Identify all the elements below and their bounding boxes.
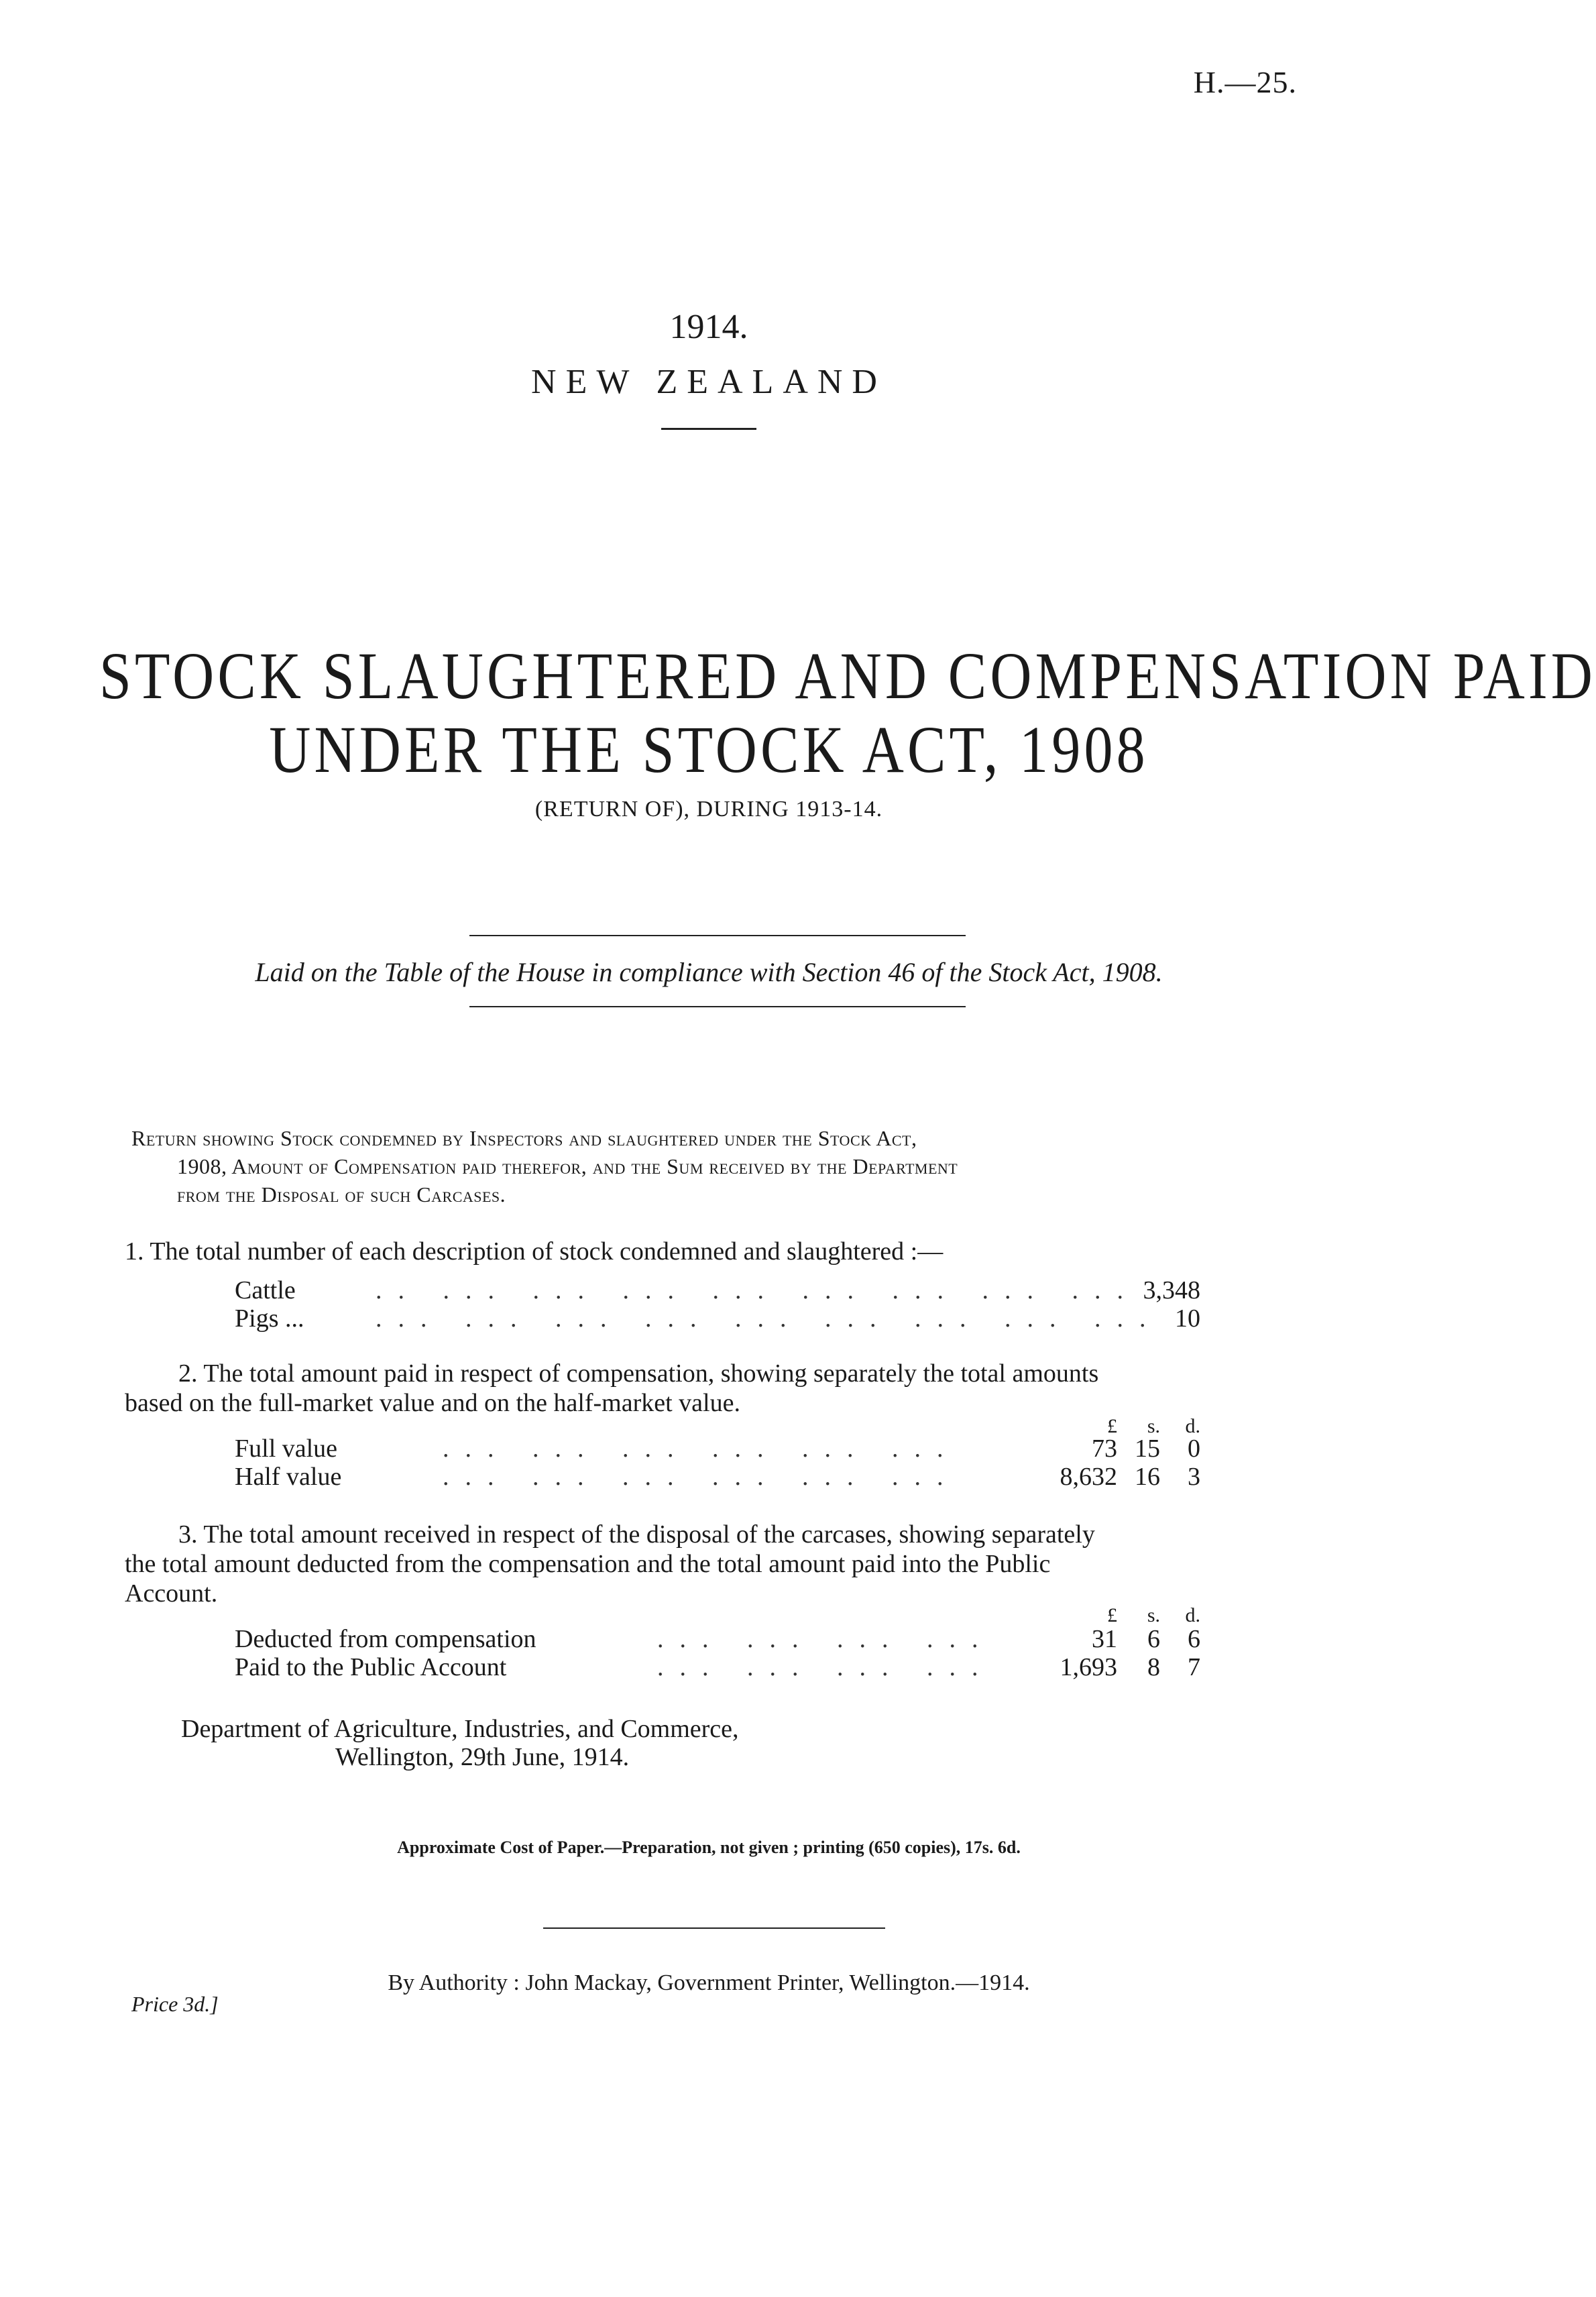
- section-2-shillings: 15: [1135, 1435, 1160, 1463]
- pence-header: d.: [1185, 1415, 1200, 1437]
- section-3-pence: 7: [1188, 1653, 1200, 1681]
- section-2-text: [125, 1359, 1305, 1418]
- section-2-text-line-1: 2. The total amount paid in respect of compensation, showing separately the total amounts: [178, 1359, 1099, 1388]
- document-reference: H.—25.: [1193, 65, 1297, 99]
- section-3-pence: 6: [1188, 1625, 1200, 1653]
- main-title-line-2: UNDER THE STOCK ACT, 1908: [269, 712, 1149, 787]
- shillings-header: s.: [1147, 1415, 1160, 1437]
- divider-short: [661, 428, 756, 430]
- laid-on-table-note: Laid on the Table of the House in compliance with Section 46 of the Stock Act, 1908.: [255, 957, 1163, 987]
- leader-dots: ... ... ... ...: [657, 1625, 994, 1653]
- section-3-shillings: 8: [1147, 1653, 1160, 1681]
- section-2-text-line-2: based on the full-market value and on the half-market value.: [125, 1389, 740, 1417]
- section-2-pence: 3: [1188, 1463, 1200, 1491]
- subtitle: (RETURN OF), DURING 1913-14.: [534, 797, 883, 822]
- section-1-lead: 1. The total number of each description of stock condemned and slaughtered :—: [125, 1237, 944, 1266]
- section-1-row-value: 3,348: [1143, 1276, 1200, 1304]
- leader-dots: ... ... ... ... ... ... ... ... ...: [376, 1304, 1162, 1333]
- section-1-row-label: Cattle: [235, 1276, 296, 1304]
- section-1-row-value: 10: [1175, 1304, 1200, 1333]
- section-3-text-line-3: Account.: [125, 1579, 218, 1608]
- pence-header: d.: [1185, 1604, 1200, 1626]
- pounds-header: £: [1107, 1415, 1117, 1437]
- printer-authority: By Authority : John Mackay, Government Printer, Wellington.—1914.: [388, 1970, 1030, 1995]
- section-3-row-label: Deducted from compensation: [235, 1625, 536, 1653]
- leader-dots: ... ... ... ... ... ...: [443, 1435, 960, 1463]
- signoff-location-date: Wellington, 29th June, 1914.: [335, 1743, 630, 1771]
- price-note: Price 3d.]: [131, 1992, 219, 2016]
- section-2-shillings: 16: [1135, 1463, 1160, 1491]
- return-description-line-3: from the Disposal of such Carcases.: [177, 1182, 506, 1207]
- section-2-pence: 0: [1188, 1435, 1200, 1463]
- section-3-pounds: 31: [1092, 1625, 1117, 1653]
- cost-of-paper-note: Approximate Cost of Paper.—Preparation, not given ; printing (650 copies), 17s. 6d.: [397, 1838, 1021, 1857]
- divider-lower: [469, 1006, 966, 1007]
- leader-dots: ... ... ... ...: [657, 1653, 994, 1681]
- section-3-pounds: 1,693: [1060, 1653, 1117, 1681]
- leader-dots: ... ... ... ... ... ...: [443, 1463, 960, 1491]
- section-2-row-label: Half value: [235, 1463, 342, 1491]
- signoff-department: Department of Agriculture, Industries, and Commerce,: [181, 1715, 739, 1743]
- section-2-row-label: Full value: [235, 1435, 338, 1463]
- document-year: 1914.: [669, 308, 748, 346]
- return-description-line-2: 1908, Amount of Compensation paid therefor, and the Sum received by the Department: [177, 1154, 958, 1178]
- section-3-text-line-2: the total amount deducted from the compensation and the total amount paid into the Public: [125, 1550, 1051, 1578]
- divider-upper: [469, 935, 966, 936]
- section-3-text-line-1: 3. The total amount received in respect of the disposal of the carcases, showing separately: [178, 1520, 1095, 1549]
- return-description: [131, 1124, 1305, 1209]
- pounds-header: £: [1107, 1604, 1117, 1626]
- shillings-header: s.: [1147, 1604, 1160, 1626]
- section-1-row-label: Pigs ...: [235, 1304, 304, 1333]
- section-3-shillings: 6: [1147, 1625, 1160, 1653]
- section-3-row-label: Paid to the Public Account: [235, 1653, 507, 1681]
- country-heading: NEW ZEALAND: [531, 363, 887, 401]
- section-2-pounds: 8,632: [1060, 1463, 1117, 1491]
- return-description-line-1: Return showing Stock condemned by Inspectors and slaughtered under the Stock Act,: [131, 1126, 917, 1150]
- section-3-text: [125, 1520, 1305, 1608]
- section-2-pounds: 73: [1092, 1435, 1117, 1463]
- leader-dots: .. ... ... ... ... ... ... ... ...: [376, 1276, 1139, 1304]
- divider-footer: [543, 1927, 885, 1929]
- main-title-line-1: STOCK SLAUGHTERED AND COMPENSATION PAID: [99, 638, 1596, 713]
